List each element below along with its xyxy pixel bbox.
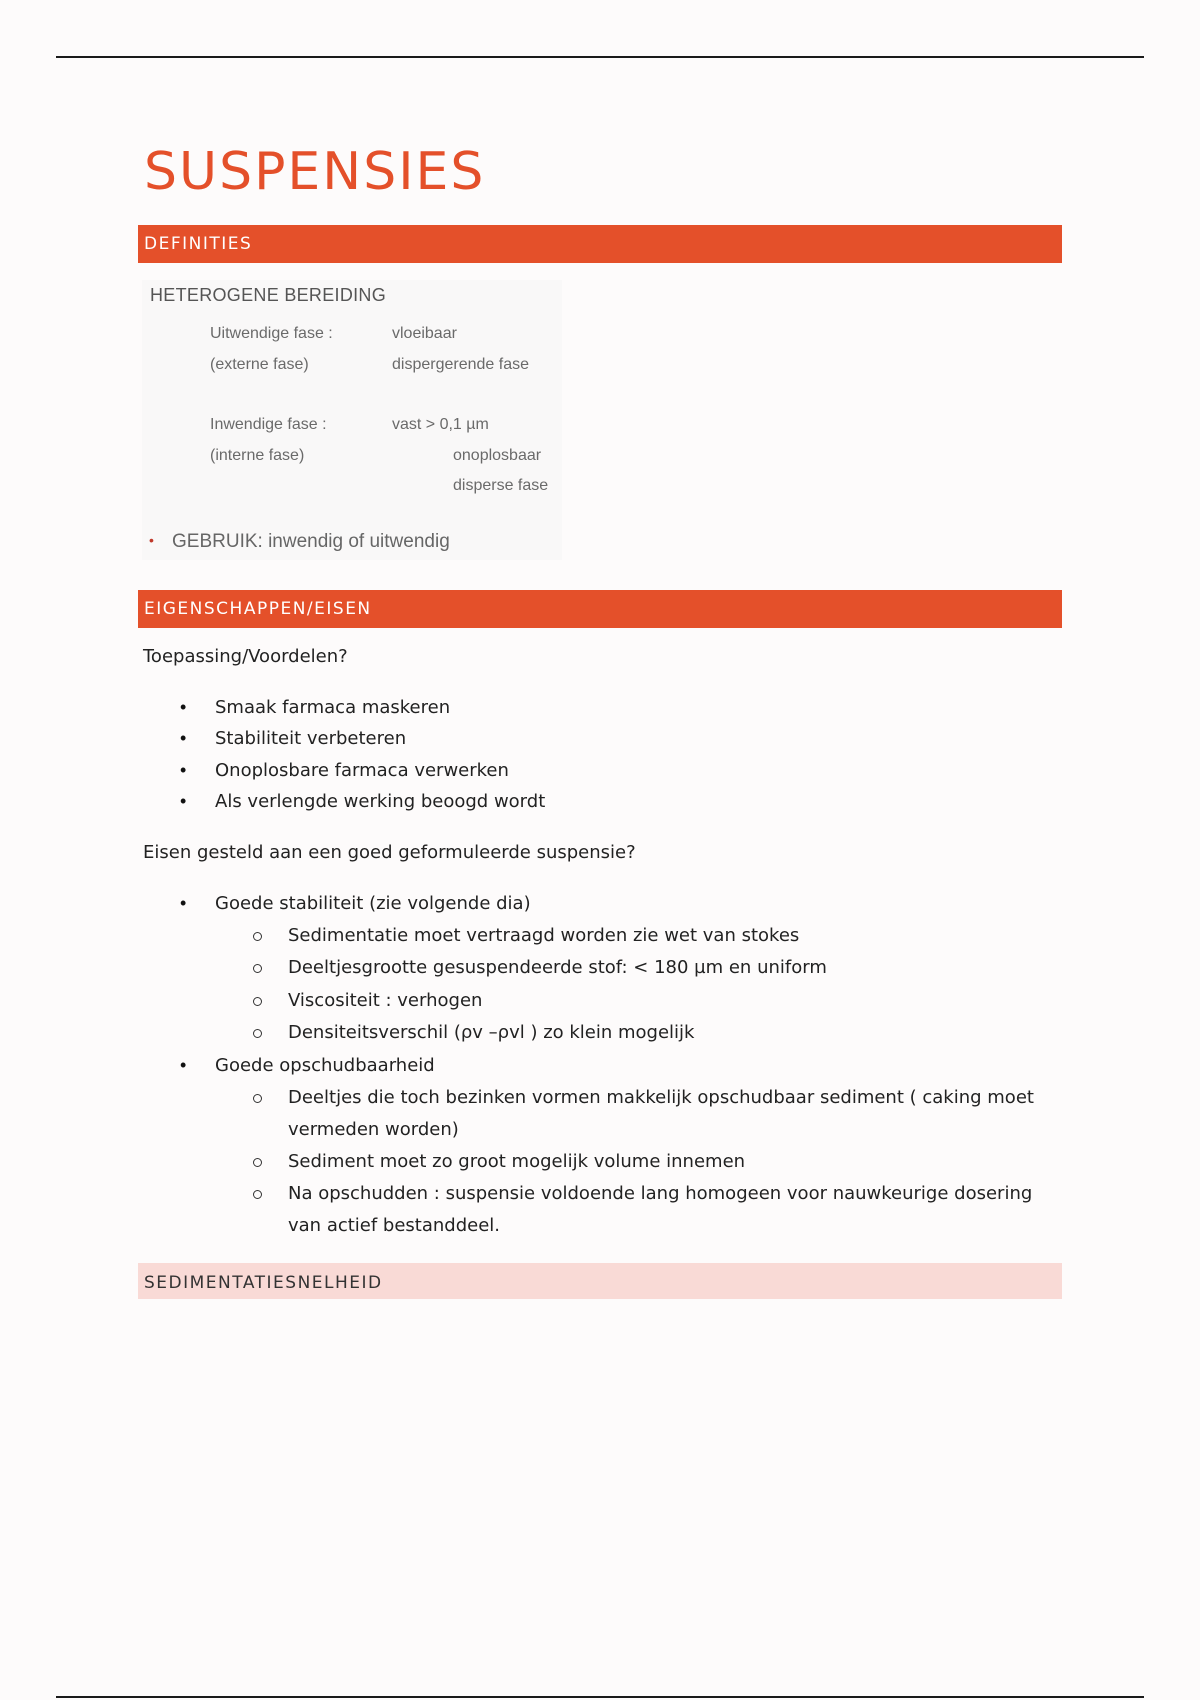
sub-bullet-icon	[253, 964, 262, 973]
bullet-icon: •	[180, 728, 187, 748]
list-item: Smaak farmaca maskeren	[215, 697, 451, 718]
sub-list-item: Sedimentatie moet vertraagd worden zie wet van stokes	[288, 925, 800, 946]
advantages-question: Toepassing/Voordelen?	[143, 646, 348, 667]
bullet-icon: •	[180, 1055, 187, 1075]
inner-phase-value-3: disperse fase	[453, 477, 549, 494]
section-header-eigenschappen: EIGENSCHAPPEN/EISEN	[138, 590, 1062, 628]
list-item: Onoplosbare farmaca verwerken	[215, 760, 509, 781]
section-header-sedimentatie: SEDIMENTATIESNELHEID	[138, 1263, 1062, 1299]
bullet-icon: •	[180, 791, 187, 811]
inner-phase-value-2: onoplosbaar	[453, 447, 542, 464]
list-item: Goede stabiliteit (zie volgende dia)	[215, 893, 531, 914]
bottom-rule	[56, 1696, 1144, 1698]
sub-bullet-icon	[253, 1158, 262, 1167]
list-item: Als verlengde werking beoogd wordt	[215, 791, 546, 812]
inner-phase-sub: (interne fase)	[210, 447, 305, 464]
sub-bullet-icon	[253, 1029, 262, 1038]
outer-phase-value-2: dispergerende fase	[392, 356, 529, 373]
sub-list-item: Deeltjesgrootte gesuspendeerde stof: < 180 µm en uniform	[288, 957, 827, 978]
definitions-image-box	[142, 280, 562, 560]
list-item: Goede opschudbaarheid	[215, 1055, 435, 1076]
top-rule	[56, 56, 1144, 58]
section-header-definities: DEFINITIES	[138, 225, 1062, 263]
requirements-question: Eisen gesteld aan een goed geformuleerde suspensie?	[143, 842, 636, 863]
sub-list-item-continued: van actief bestanddeel.	[288, 1215, 501, 1236]
sub-bullet-icon	[253, 932, 262, 941]
inner-phase-label: Inwendige fase :	[210, 416, 327, 433]
outer-phase-value-1: vloeibaar	[392, 325, 457, 342]
page-title: SUSPENSIES	[144, 142, 486, 202]
bullet-icon: •	[180, 760, 187, 780]
definitions-heading: HETEROGENE BEREIDING	[150, 285, 387, 305]
sub-list-item: Sediment moet zo groot mogelijk volume innemen	[288, 1151, 746, 1172]
bullet-icon: •	[180, 697, 187, 717]
sub-bullet-icon	[253, 997, 262, 1006]
sub-list-item: Deeltjes die toch bezinken vormen makkelijk opschudbaar sediment ( caking moet	[288, 1087, 1034, 1108]
sub-list-item: Na opschudden : suspensie voldoende lang homogeen voor nauwkeurige dosering	[288, 1183, 1033, 1204]
list-item: Stabiliteit verbeteren	[215, 728, 407, 749]
inner-phase-value-1: vast > 0,1 µm	[392, 416, 489, 433]
sub-list-item: Densiteitsverschil (ρv –ρvl ) zo klein mogelijk	[288, 1022, 695, 1043]
sub-bullet-icon	[253, 1190, 262, 1199]
sub-bullet-icon	[253, 1094, 262, 1103]
sub-list-item: Viscositeit : verhogen	[288, 990, 483, 1011]
outer-phase-sub: (externe fase)	[210, 356, 309, 373]
outer-phase-label: Uitwendige fase :	[210, 325, 333, 342]
sub-list-item-continued: vermeden worden)	[288, 1119, 459, 1140]
usage-bullet-icon: •	[149, 532, 154, 548]
bullet-icon: •	[180, 893, 187, 913]
usage-text: GEBRUIK: inwendig of uitwendig	[172, 531, 450, 552]
